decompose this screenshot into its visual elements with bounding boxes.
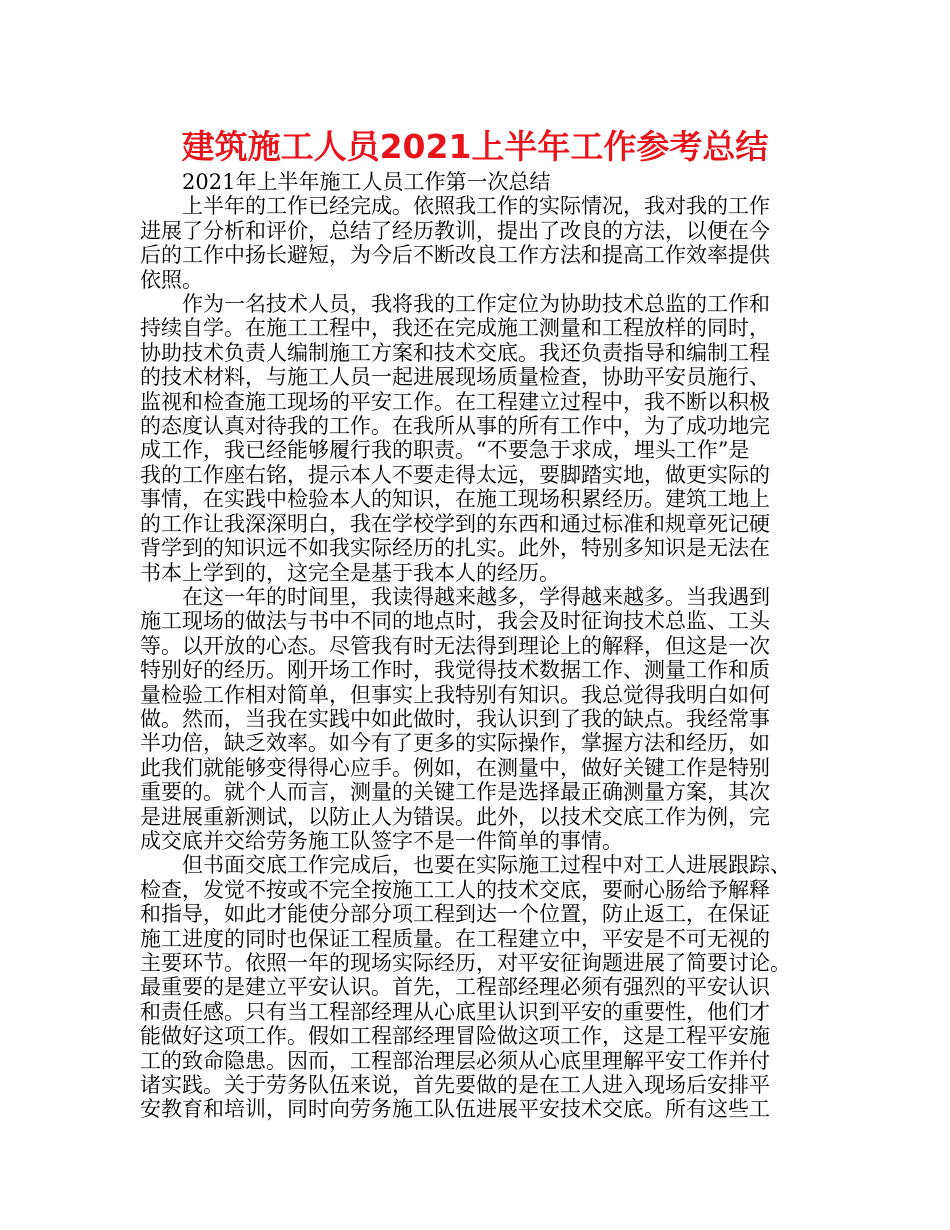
paragraph-line: 安教育和培训，同时向劳务施工队伍进展平安技术交底。所有这些工 bbox=[140, 1097, 770, 1122]
paragraph-line: 背学到的知识远不如我实际经历的扎实。此外，特别多知识是无法在 bbox=[140, 536, 770, 561]
paragraph-line: 是进展重新测试，以防止人为错误。此外，以技术交底工作为例，完 bbox=[140, 804, 770, 829]
paragraph-line: 和责任感。只有当工程部经理从心底里认识到平安的重要性，他们才 bbox=[140, 999, 770, 1024]
paragraph-line: 上半年的工作已经完成。依照我工作的实际情况，我对我的工作 bbox=[182, 194, 770, 219]
paragraph-4 bbox=[140, 853, 820, 1121]
paragraph-line: 和指导，如此才能使分部分项工程到达一个位置，防止返工，在保证 bbox=[140, 902, 770, 927]
paragraph-line: 诸实践。关于劳务队伍来说，首先要做的是在工人进入现场后安排平 bbox=[140, 1073, 770, 1098]
paragraph-line: 后的工作中扬长避短，为今后不断改良工作方法和提高工作效率提供 bbox=[140, 243, 770, 268]
paragraph-line: 主要环节。依照一年的现场实际经历，对平安征询题进展了简要讨论。 bbox=[140, 951, 791, 975]
paragraph-line: 特别好的经历。刚开场工作时，我觉得技术数据工作、测量工作和质 bbox=[140, 658, 770, 683]
paragraph-line: 等。以开放的心态。尽管我有时无法得到理论上的解释，但这是一次 bbox=[140, 633, 770, 658]
paragraph-line: 依照。 bbox=[140, 267, 203, 292]
paragraph-line: 监视和检查施工现场的平安工作。在工程建立过程中，我不断以积极 bbox=[140, 389, 770, 414]
paragraph-line: 做。然而，当我在实践中如此做时，我认识到了我的缺点。我经常事 bbox=[140, 706, 770, 731]
document-title: 建筑施工人员2021上半年工作参考总结 bbox=[181, 127, 769, 166]
document-subtitle: 2021年上半年施工人员工作第一次总结 bbox=[182, 170, 551, 194]
paragraph-line: 施工进度的同时也保证工程质量。在工程建立中，平安是不可无视的 bbox=[140, 926, 770, 951]
paragraph-line: 最重要的是建立平安认识。首先，工程部经理必须有强烈的平安认识 bbox=[140, 975, 770, 1000]
paragraph-line: 作为一名技术人员，我将我的工作定位为协助技术总监的工作和 bbox=[182, 292, 770, 317]
paragraph-line: 的态度认真对待我的工作。在我所从事的所有工作中，为了成功地完 bbox=[140, 414, 770, 439]
paragraph-line: 但书面交底工作完成后，也要在实际施工过程中对工人进展跟踪、 bbox=[182, 853, 791, 878]
paragraph-line: 成工作，我已经能够履行我的职责。“不要急于求成，埋头工作”是 bbox=[140, 438, 750, 463]
paragraph-line: 的技术材料，与施工人员一起进展现场质量检查，协助平安员施行、 bbox=[140, 365, 770, 390]
paragraph-line: 此我们就能够变得得心应手。例如，在测量中，做好关键工作是特别 bbox=[140, 755, 770, 780]
paragraph-line: 能做好这项工作。假如工程部经理冒险做这项工作，这是工程平安施 bbox=[140, 1024, 770, 1049]
paragraph-line: 协助技术负责人编制施工方案和技术交底。我还负责指导和编制工程 bbox=[140, 340, 770, 365]
paragraph-line: 书本上学到的，这完全是基于我本人的经历。 bbox=[140, 560, 560, 585]
paragraph-line: 事情，在实践中检验本人的知识，在施工现场积累经历。建筑工地上 bbox=[140, 487, 770, 512]
paragraph-1 bbox=[140, 194, 820, 292]
paragraph-line: 的工作让我深深明白，我在学校学到的东西和通过标准和规章死记硬 bbox=[140, 511, 770, 536]
paragraph-line: 持续自学。在施工工程中，我还在完成施工测量和工程放样的同时， bbox=[140, 316, 770, 341]
paragraph-line: 进展了分析和评价，总结了经历教训，提出了改良的方法，以便在今 bbox=[140, 218, 770, 243]
paragraph-line: 施工现场的做法与书中不同的地点时，我会及时征询技术总监、工头 bbox=[140, 609, 770, 634]
paragraph-line: 量检验工作相对简单，但事实上我特别有知识。我总觉得我明白如何 bbox=[140, 682, 770, 707]
paragraph-line: 半功倍，缺乏效率。如今有了更多的实际操作，掌握方法和经历，如 bbox=[140, 731, 770, 756]
paragraph-2 bbox=[140, 292, 820, 585]
document-body bbox=[140, 170, 820, 1122]
paragraph-line: 工的致命隐患。因而，工程部治理层必须从心底里理解平安工作并付 bbox=[140, 1048, 770, 1073]
paragraph-3 bbox=[140, 585, 820, 853]
paragraph-line: 检查，发觉不按或不完全按施工工人的技术交底，要耐心肠给予解释 bbox=[140, 877, 770, 902]
paragraph-line: 我的工作座右铭，提示本人不要走得太远，要脚踏实地，做更实际的 bbox=[140, 462, 770, 487]
paragraph-line: 重要的。就个人而言，测量的关键工作是选择最正确测量方案，其次 bbox=[140, 780, 770, 805]
paragraph-line: 成交底并交给劳务施工队签字不是一件简单的事情。 bbox=[140, 828, 623, 853]
paragraph-line: 在这一年的时间里，我读得越来越多，学得越来越多。当我遇到 bbox=[182, 584, 770, 609]
